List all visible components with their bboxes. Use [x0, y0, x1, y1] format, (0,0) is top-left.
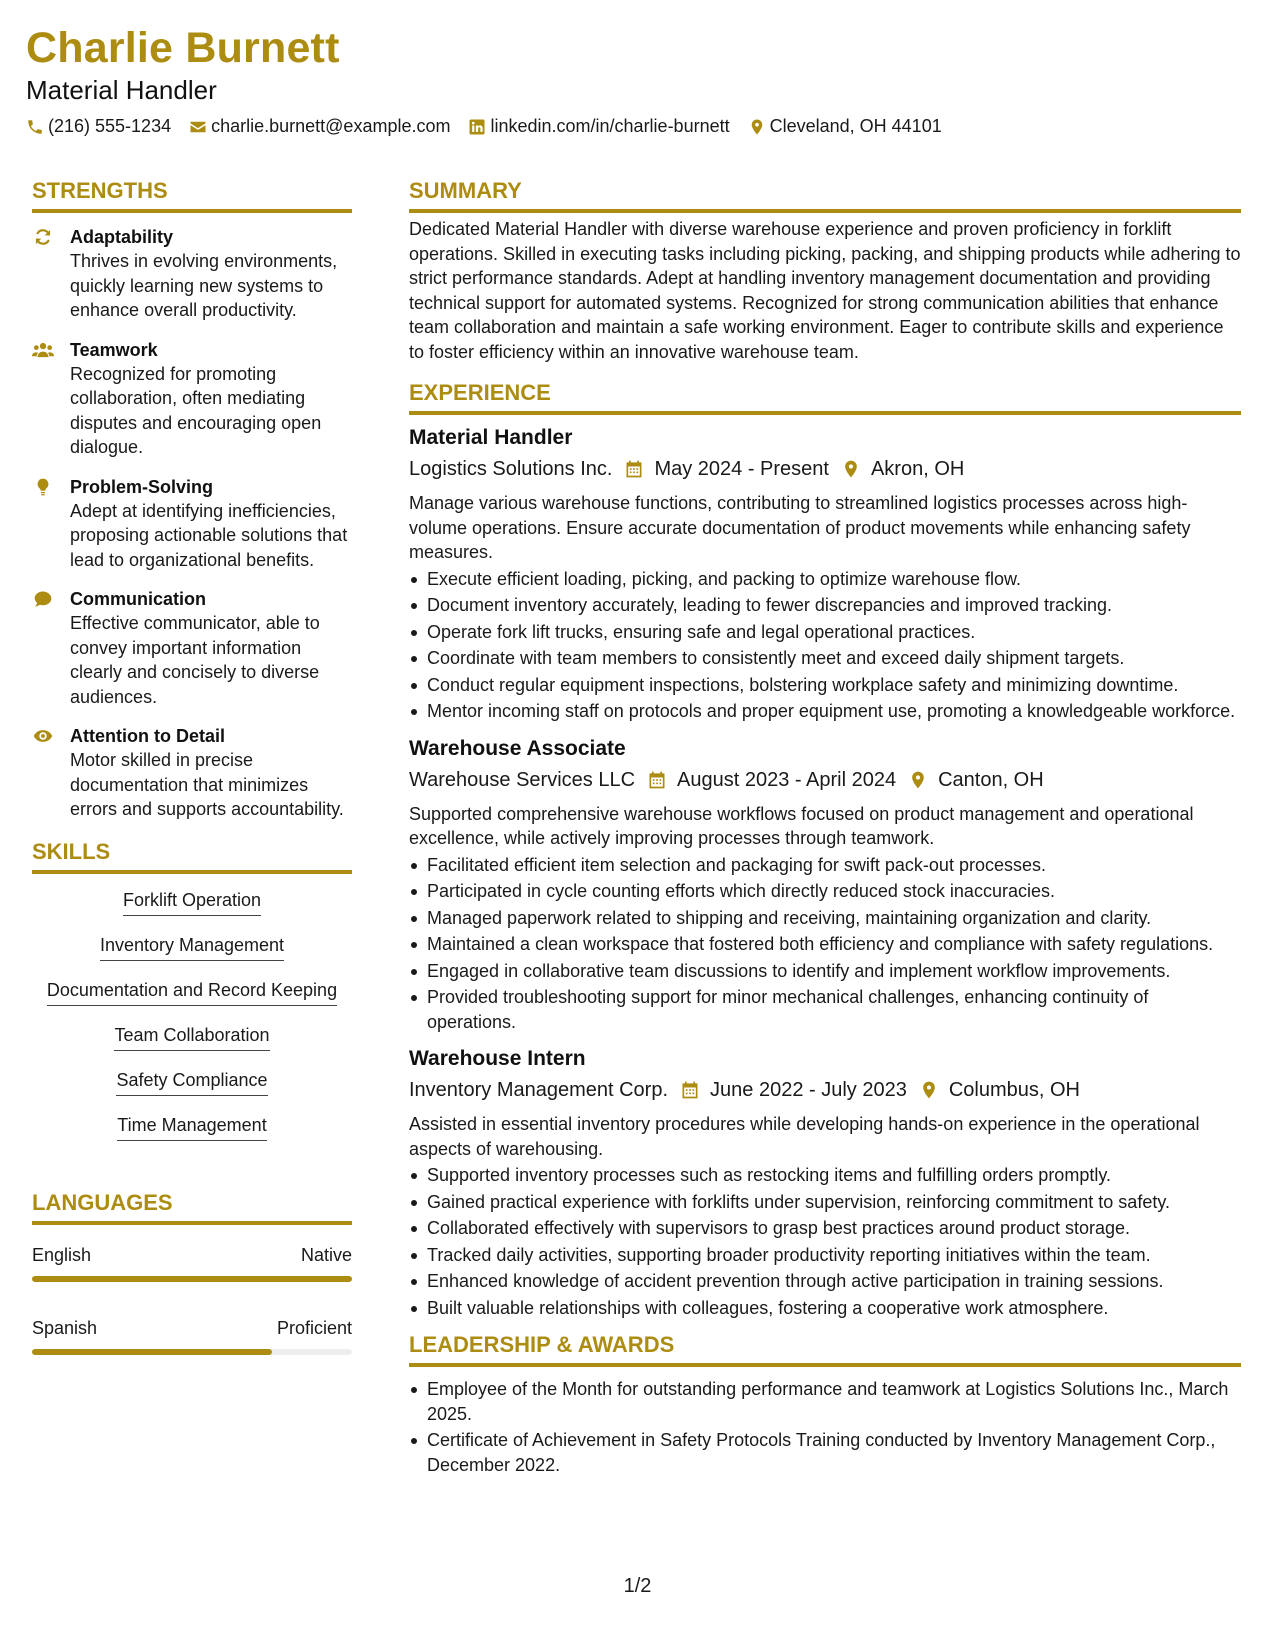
strength-item: [32, 724, 352, 822]
job-meta: [409, 454, 1241, 484]
bullet-item: Managed paperwork related to shipping and receiving, maintaining organization and clarity.: [409, 906, 1241, 931]
summary-text: Dedicated Material Handler with diverse warehouse experience and proven proficiency in forklift operations. Skilled in executing tasks including picking, packing, and shipping products while adhering to strict performance standards. Adept at handling inventory management documentation and providing technical support for automated systems. Recognized for strong communication abilities that enhance team collaboration and maintain a safe working environment. Eager to contribute skills and experience to foster efficiency within an innovative warehouse team.: [409, 219, 1241, 362]
strength-title: Problem-Solving: [70, 476, 214, 497]
job-bullets: [409, 1163, 1241, 1320]
strength-item: [32, 225, 352, 323]
left-column: [32, 176, 352, 1355]
job-entry: [409, 734, 1241, 1035]
bullet-item: Mentor incoming staff on protocols and proper equipment use, promoting a knowledgeable workforce.: [409, 699, 1241, 724]
envelope-icon: [189, 118, 207, 136]
job-bullets: [409, 567, 1241, 724]
job-title: Warehouse Intern: [409, 1047, 586, 1070]
job-title: Warehouse Associate: [409, 736, 626, 760]
bullet-item: Provided troubleshooting support for minor mechanical challenges, enhancing continuity of operations.: [409, 985, 1241, 1034]
strengths-heading: STRENGTHS: [32, 176, 352, 213]
job-description: Supported comprehensive warehouse workflows focused on product management and operational excellence, while actively improving processes through teamwork.: [409, 803, 1194, 848]
strength-item: [32, 587, 352, 709]
bullet-item: Conduct regular equipment inspections, bolstering workplace safety and minimizing downtime.: [409, 673, 1241, 698]
map-pin-icon: [841, 459, 861, 479]
strength-title: Teamwork: [70, 339, 158, 360]
skill-tag: Documentation and Record Keeping: [47, 978, 337, 1006]
strength-item: [32, 475, 352, 573]
calendar-icon: [647, 770, 667, 790]
linkedin-text[interactable]: linkedin.com/in/charlie-burnett: [490, 116, 730, 136]
language-name: Spanish: [32, 1317, 98, 1338]
calendar-icon: [680, 1080, 700, 1100]
contact-bar: [26, 116, 1256, 137]
job-location: Columbus, OH: [948, 1079, 1080, 1101]
strength-title: Communication: [70, 589, 207, 609]
bullet-item: Facilitated efficient item selection and packaging for swift pack-out processes.: [409, 853, 1241, 878]
bullet-item: Engaged in collaborative team discussions to identify and implement workflow improvements.: [409, 959, 1241, 984]
contact-email[interactable]: [189, 116, 450, 137]
language-name: English: [32, 1244, 92, 1265]
eye-icon: [32, 726, 54, 746]
experience-heading: EXPERIENCE: [409, 378, 1241, 415]
phone-text: (216) 555-1234: [48, 116, 172, 136]
resume-header: [26, 22, 1256, 137]
strength-desc: Thrives in evolving environments, quickly learning new systems to enhance overall productivity.: [70, 251, 338, 320]
job-bullets: [409, 853, 1241, 1035]
contact-phone: [26, 116, 171, 137]
skills-heading: SKILLS: [32, 837, 352, 874]
calendar-icon: [624, 459, 644, 479]
linkedin-icon: [468, 118, 486, 136]
bullet-item: Certificate of Achievement in Safety Protocols Training conducted by Inventory Management Corp., December 2022.: [409, 1428, 1241, 1477]
language-bar: [32, 1349, 352, 1355]
job-title: Material Handler: [409, 426, 573, 449]
candidate-name: Charlie Burnett: [26, 24, 340, 72]
experience-section: [409, 378, 1241, 1320]
language-item: [32, 1316, 352, 1355]
map-pin-icon: [919, 1080, 939, 1100]
map-pin-icon: [908, 770, 928, 790]
language-bar-fill: [32, 1276, 352, 1282]
skill-tag: Forklift Operation: [123, 888, 261, 916]
job-dates: May 2024 - Present: [654, 458, 829, 480]
languages-section: [32, 1188, 352, 1355]
comment-icon: [32, 589, 54, 609]
skill-tag: Team Collaboration: [114, 1023, 269, 1051]
page-number: 1/2: [623, 1575, 652, 1597]
bullet-item: Document inventory accurately, leading to fewer discrepancies and improved tracking.: [409, 593, 1241, 618]
job-meta: [409, 765, 1241, 795]
summary-heading: SUMMARY: [409, 176, 1241, 213]
skill-tag: Safety Compliance: [116, 1068, 267, 1096]
bullet-item: Collaborated effectively with supervisors to grasp best practices around product storage.: [409, 1216, 1241, 1241]
sync-icon: [32, 227, 54, 247]
bullet-item: Coordinate with team members to consistently meet and exceed daily shipment targets.: [409, 646, 1241, 671]
job-meta: [409, 1075, 1241, 1105]
job-company: Logistics Solutions Inc.: [409, 458, 613, 480]
skills-list: [32, 888, 352, 1158]
bullet-item: Enhanced knowledge of accident prevention through active participation in training sessions.: [409, 1269, 1241, 1294]
skill-tag: Time Management: [117, 1113, 266, 1141]
job-location: Akron, OH: [870, 458, 965, 480]
bullet-item: Tracked daily activities, supporting broader productivity reporting initiatives within the team.: [409, 1243, 1241, 1268]
email-text[interactable]: charlie.burnett@example.com: [211, 116, 451, 136]
bullet-item: Participated in cycle counting efforts which directly reduced stock inaccuracies.: [409, 879, 1241, 904]
bullet-item: Employee of the Month for outstanding performance and teamwork at Logistics Solutions Inc., March 2025.: [409, 1377, 1241, 1426]
users-icon: [32, 340, 54, 360]
bullet-item: Built valuable relationships with colleagues, fostering a cooperative work atmosphere.: [409, 1296, 1241, 1321]
leadership-section: [409, 1330, 1241, 1477]
strength-item: [32, 338, 352, 460]
candidate-role: Material Handler: [26, 75, 217, 105]
language-bar-fill: [32, 1349, 272, 1355]
job-dates: June 2022 - July 2023: [710, 1079, 907, 1101]
job-company: Inventory Management Corp.: [409, 1079, 669, 1101]
job-entry: [409, 1044, 1241, 1320]
bullet-item: Supported inventory processes such as restocking items and fulfilling orders promptly.: [409, 1163, 1241, 1188]
strengths-list: [32, 225, 352, 822]
skill-tag: Inventory Management: [100, 933, 284, 961]
leadership-bullets: [409, 1377, 1241, 1477]
language-level: Proficient: [276, 1317, 352, 1338]
job-entry: [409, 423, 1241, 724]
bullet-item: Execute efficient loading, picking, and packing to optimize warehouse flow.: [409, 567, 1241, 592]
phone-icon: [26, 118, 44, 136]
strength-desc: Motor skilled in precise documentation that minimizes errors and supports accountability.: [70, 750, 344, 819]
job-company: Warehouse Services LLC: [409, 768, 636, 791]
language-item: [32, 1243, 352, 1282]
strength-desc: Recognized for promoting collaboration, often mediating disputes and encouraging open dialogue.: [70, 363, 322, 457]
job-description: Manage various warehouse functions, contributing to streamlined logistics processes across high-volume operations. Ensure accurate documentation of product movements while enhancing safety measures.: [409, 493, 1191, 562]
right-column: [409, 176, 1241, 1479]
language-level: Native: [300, 1244, 352, 1265]
contact-linkedin[interactable]: [468, 116, 729, 137]
bullet-item: Gained practical experience with forklifts under supervision, reinforcing commitment to safety.: [409, 1190, 1241, 1215]
job-dates: August 2023 - April 2024: [677, 768, 897, 791]
lightbulb-icon: [32, 477, 54, 497]
strength-desc: Adept at identifying inefficiencies, proposing actionable solutions that lead to organizational benefits.: [70, 500, 348, 570]
job-location: Canton, OH: [938, 768, 1044, 791]
strength-desc: Effective communicator, able to convey important information clearly and concisely to diverse audiences.: [70, 613, 320, 707]
bullet-item: Operate fork lift trucks, ensuring safe and legal operational practices.: [409, 620, 1241, 645]
leadership-heading: LEADERSHIP & AWARDS: [409, 1330, 1241, 1367]
strength-title: Adaptability: [70, 227, 174, 247]
location-text: Cleveland, OH 44101: [769, 116, 942, 136]
contact-location: [748, 116, 942, 137]
map-pin-icon: [748, 118, 766, 136]
strength-title: Attention to Detail: [70, 726, 225, 746]
languages-heading: LANGUAGES: [32, 1188, 352, 1225]
language-bar: [32, 1276, 352, 1282]
job-description: Assisted in essential inventory procedures while developing hands-on experience in the operational aspects of warehousing.: [409, 1114, 1200, 1159]
bullet-item: Maintained a clean workspace that fostered both efficiency and compliance with safety regulations.: [409, 932, 1241, 957]
